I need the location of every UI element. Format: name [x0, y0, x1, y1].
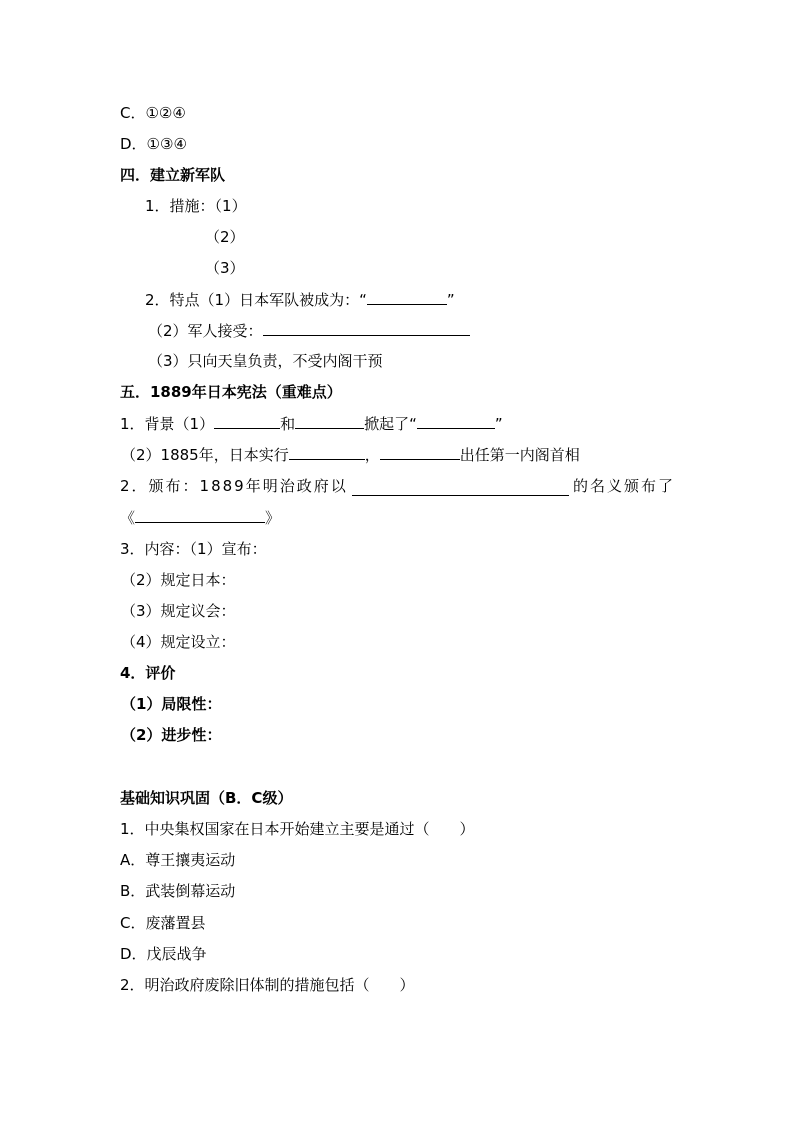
- option-c: C．①②④: [120, 104, 186, 122]
- features-line-3: （3）只向天皇负责，不受内阁干预: [148, 352, 383, 370]
- features-prefix: 2．特点（1）日本军队被成为：“: [145, 291, 367, 309]
- promulgate-line: [120, 476, 675, 496]
- content-label: 3．内容：（1）宣布：: [120, 540, 267, 558]
- content-item: （3）规定议会：: [121, 602, 236, 620]
- section-heading: 四．建立新军队: [120, 166, 226, 184]
- bg2-suffix: 出任第一内阁首相: [459, 446, 580, 464]
- bg-mid: 掀起了“: [364, 415, 417, 433]
- bg2-comma: ，: [364, 446, 380, 464]
- content-item: （4）规定设立：: [121, 633, 236, 651]
- question-stem: 1．中央集权国家在日本开始建立主要是通过（ ）: [120, 820, 475, 838]
- fill-blank: [352, 480, 569, 496]
- measures-item: （2）: [205, 228, 245, 246]
- evaluation-item: （2）进步性：: [121, 726, 222, 744]
- measures-label: 1．措施：（1）: [145, 197, 247, 215]
- promulgate-title-line: [120, 507, 280, 528]
- fill-blank: [135, 507, 265, 523]
- bg2-prefix: （2）1885年，日本实行: [121, 446, 289, 464]
- features-line-2: [148, 320, 470, 341]
- features-suffix: ”: [446, 291, 455, 309]
- exercise-heading: 基础知识巩固（B．C级）: [120, 789, 293, 807]
- background-line-2: [121, 444, 580, 465]
- background-line: [120, 413, 503, 434]
- evaluation-heading: 4．评价: [120, 664, 176, 682]
- measures-item: （3）: [205, 259, 245, 277]
- answer-option-a: A．尊王攘夷运动: [120, 851, 236, 869]
- fill-blank: [295, 413, 364, 429]
- option-d: D．①③④: [120, 135, 187, 153]
- question-stem: 2．明治政府废除旧体制的措施包括（ ）: [120, 976, 415, 994]
- section-heading: 五．1889年日本宪法（重难点）: [120, 383, 342, 401]
- fill-blank: [214, 413, 280, 429]
- fill-blank-wrap: [352, 476, 569, 496]
- answer-option-d: D．戊辰战争: [120, 945, 207, 963]
- content-item: （2）规定日本：: [121, 571, 236, 589]
- features-line: [145, 289, 455, 310]
- promulgate-open: 《: [120, 509, 136, 527]
- fill-blank: [289, 444, 365, 460]
- fill-blank: [367, 289, 447, 305]
- fill-blank: [380, 444, 460, 460]
- promulgate-prefix: 2．颁布：1889年明治政府以: [120, 477, 348, 495]
- answer-option-c: C．废藩置县: [120, 914, 206, 932]
- features-2-label: （2）军人接受：: [148, 322, 263, 340]
- bg-prefix: 1．背景（1）: [120, 415, 215, 433]
- bg-and: 和: [280, 415, 296, 433]
- fill-blank: [263, 320, 470, 336]
- promulgate-close: 》: [265, 509, 281, 527]
- evaluation-item: （1）局限性：: [121, 695, 222, 713]
- promulgate-suffix: 的名义颁布了: [572, 477, 675, 495]
- bg-end: ”: [494, 415, 503, 433]
- fill-blank: [417, 413, 495, 429]
- answer-option-b: B．武装倒幕运动: [120, 882, 236, 900]
